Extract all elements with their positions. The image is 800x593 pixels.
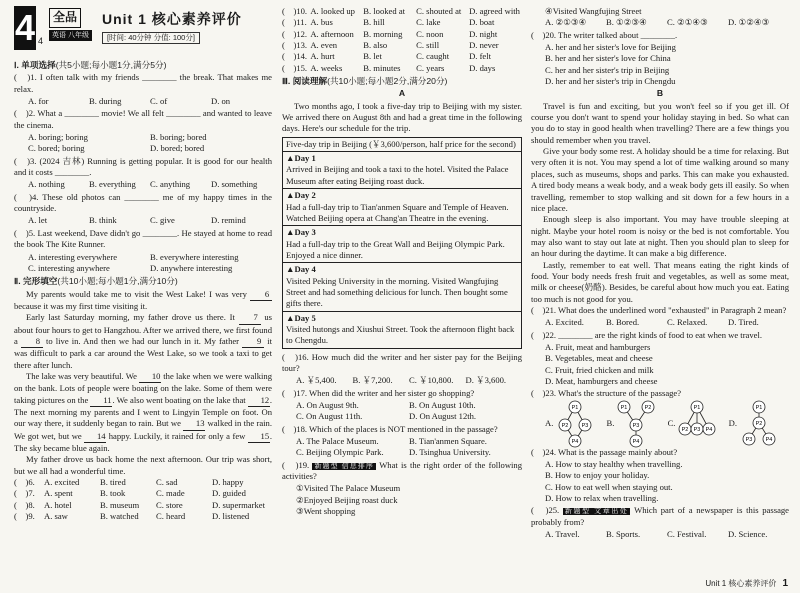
answer-option: D. night	[469, 28, 498, 39]
activity-item: ④Visited Wangfujing Street	[545, 6, 642, 16]
passage-b-paragraph: Enough sleep is also important. You may have trouble sleeping at night. Maybe your hotel room is noisy or the bed is not comfortable. You may also want to stay out late at night. Then you should plan to sleep for an hour during the daytime. It can make a big difference.	[531, 214, 789, 259]
cloze-option-row	[14, 511, 272, 522]
answer-option: A. spent	[44, 488, 73, 499]
passage-a-intro: Two months ago, I took a five-day trip to Beijing with my sister. We arrived there on August 8th and had a great time in the following days. Here's our schedule for the trip.	[282, 100, 522, 134]
answer-option: B. her and her sister's love for China	[545, 53, 671, 64]
itinerary-day	[283, 263, 521, 311]
question-number: ( )11.	[282, 17, 307, 28]
section2-heading: Ⅱ. 完形填空(共10小题;每小题1分,满分10分)	[14, 276, 178, 287]
diagram-node-label: P3	[581, 422, 589, 429]
answer-option: B. watched	[100, 511, 139, 522]
answer-option: B. let	[363, 51, 382, 62]
answer-option: A. afternoon	[310, 28, 354, 39]
answer-option: A. ②①③④	[545, 17, 587, 28]
diagram-node-label: P4	[633, 438, 640, 445]
answer-option: D. Tsinghua University.	[409, 447, 491, 458]
structure-option	[668, 399, 722, 449]
diagram-node-label: P1	[755, 404, 763, 411]
day-title: ▲Day 3	[286, 227, 316, 238]
day-title: ▲Day 4	[286, 264, 316, 275]
question-number: ( )8.	[14, 499, 35, 510]
passage-b	[531, 101, 789, 305]
diagram-node-label: P2	[682, 426, 689, 433]
new-type-tag: 新题型 信息排序	[314, 462, 374, 470]
diagram-node-label: P3	[633, 422, 640, 429]
answer-option: D. ①②④③	[728, 17, 770, 28]
option-label: A.	[545, 418, 554, 429]
question-20: ( )20. The writer talked about ________.	[531, 29, 678, 40]
diagram-node-label: P2	[645, 404, 652, 411]
cloze-paragraph: My father drove us back home the next afternoon. Our trip was short, but we all had a wonderful time.	[14, 454, 272, 476]
activity-item: ①Visited The Palace Museum	[296, 483, 401, 494]
answer-option: C. bored; boring	[28, 143, 85, 154]
answer-option: B. tired	[100, 477, 126, 488]
answer-option: A. nothing	[28, 179, 65, 190]
answer-option: A. ￥5,400.	[296, 375, 337, 386]
answer-option: C. shouted at	[416, 6, 462, 16]
answer-option: C. noon	[416, 28, 444, 39]
answer-option: C. How to eat well when staying out.	[545, 481, 673, 492]
structure-diagram	[675, 399, 721, 449]
q24-options	[531, 459, 789, 504]
question-number: ( )7.	[14, 488, 35, 499]
answer-option: B. Sports.	[606, 529, 641, 540]
question-number: ( )13.	[282, 40, 308, 51]
diagram-node-label: P1	[571, 404, 579, 411]
column-middle	[282, 6, 522, 589]
options-17	[282, 400, 522, 423]
options-1	[14, 96, 272, 107]
cloze-option-row	[14, 488, 272, 499]
question-3: ( )3. (2024 吉林) Running is getting popular. It is good for our health and it costs ________.	[14, 155, 272, 178]
answer-option: B. Tian'anmen Square.	[409, 436, 487, 447]
question-24: ( )24. What is the passage mainly about?	[531, 446, 678, 457]
q21-options	[531, 317, 789, 328]
structure-option	[607, 399, 661, 449]
answer-option: A. even	[310, 40, 338, 51]
answer-option: B. looked at	[363, 6, 406, 16]
options-4	[14, 215, 272, 226]
answer-option: C. caught	[416, 51, 450, 62]
answer-option: D. ￥3,600.	[465, 375, 507, 386]
answer-option: D. Meat, hamburgers and cheese	[545, 376, 658, 386]
question-1: ( )1. I often talk with my friends ________ the break. That makes me relax.	[14, 72, 272, 94]
cloze-option-row	[282, 40, 522, 51]
structure-diagram	[553, 399, 599, 449]
question-22: ( )22. ________ are the right kinds of food to eat when we travel.	[531, 329, 763, 340]
answer-option: B. everywhere interesting	[150, 251, 239, 262]
itinerary-box	[282, 137, 522, 349]
structure-option	[545, 399, 599, 449]
question-number: ( )6.	[14, 477, 35, 488]
new-type-tag: 新题型 文章出处	[564, 508, 629, 516]
passage-b-paragraph: Lastly, remember to eat well. That means eating the right kinds of food. Your body needs fresh fruit and vegetables, as well as some meat, milk or cheese(奶酪). Besides, be careful about how much you eat. Eating too much is not good for you.	[531, 259, 789, 304]
cloze-blank: 15	[248, 431, 270, 443]
structure-diagram	[737, 399, 783, 449]
answer-option: A. let	[28, 215, 48, 226]
answer-option: C. Fruit, fried chicken and milk	[545, 364, 654, 375]
answer-option: A. weeks	[310, 62, 343, 73]
question-number: ( )9.	[14, 511, 35, 522]
answer-option: B. Bored.	[606, 317, 640, 328]
answer-option: D. How to relax when travelling.	[545, 493, 659, 504]
answer-option: A. for	[28, 96, 49, 107]
passage-b-label: B	[656, 88, 664, 99]
cloze-option-row	[14, 500, 272, 511]
answer-option: D. supermarket	[212, 499, 265, 510]
answer-option: A. boring; boring	[28, 132, 88, 143]
answer-option: C. ￥10,800.	[409, 375, 454, 386]
section1-heading: Ⅰ. 单项选择(共5小题;每小题1分,满分5分)	[14, 60, 167, 70]
answer-option: A. hotel	[44, 499, 72, 510]
small-number: 4	[38, 36, 44, 46]
cloze-blank: 9	[242, 336, 264, 348]
answer-option: A. How to stay healthy when travelling.	[545, 459, 683, 470]
answer-option: A. her and her sister's love for Beijing	[545, 42, 676, 53]
brand-block	[49, 8, 92, 41]
q19-activity-last	[531, 6, 789, 17]
day-text: Visited hutongs and Xiushui Street. Took the afternoon flight back to Chengdu.	[286, 323, 515, 346]
answer-option: B. think	[89, 215, 117, 226]
diagram-node-label: P1	[621, 404, 628, 411]
question-number: ( )15.	[282, 62, 308, 73]
answer-option: D. days	[469, 62, 496, 73]
passage-a-questions	[282, 352, 522, 459]
cloze-option-row	[14, 477, 272, 488]
diagram-node-label: P3	[694, 426, 701, 433]
answer-option: B. during	[89, 96, 122, 107]
itinerary-day	[283, 226, 521, 263]
cloze-blank: 13	[183, 418, 205, 430]
q19-options	[531, 17, 789, 28]
answer-option: C. Festival.	[667, 529, 707, 540]
question-number: ( )12.	[282, 28, 308, 39]
day-text: Had a full-day trip to Tian'anmen Square and Temple of Heaven. Watched Beijing opera at Chang'an Theatre in the evening.	[286, 201, 509, 223]
answer-option: B. Vegetables, meat and cheese	[545, 353, 653, 364]
diagram-node-label: P4	[706, 426, 713, 433]
q25-options	[531, 529, 789, 540]
question-5: ( )5. Last weekend, Dave didn't go ________. He stayed at home to read the book The Kite Runner.	[14, 227, 272, 250]
itinerary-day	[283, 312, 521, 348]
activity-item: ②Enjoyed Beijing roast duck	[296, 494, 398, 505]
cloze-options-right	[282, 6, 522, 74]
answer-option: D. felt	[469, 51, 492, 62]
day-text: Arrived in Beijing and took a taxi to the hotel. Visited the Palace Museum after eating Beijing roast duck.	[286, 164, 509, 186]
cloze-option-row	[282, 63, 522, 74]
cloze-blank: 11	[90, 395, 112, 407]
cloze-blank: 14	[84, 431, 106, 443]
passage-a-label: A	[398, 88, 406, 99]
column-right	[531, 6, 789, 589]
structure-diagrams	[531, 401, 789, 447]
cloze-paragraph: My parents would take me to visit the West Lake! I was very 6 because it was my first time visiting it.	[14, 289, 272, 313]
structure-option	[729, 399, 783, 449]
cloze-passage	[14, 289, 272, 478]
answer-option: B. How to enjoy your holiday.	[545, 470, 650, 481]
options-18	[282, 436, 522, 459]
question-23: ( )23. What's the structure of the passage?	[531, 388, 682, 399]
cloze-blank: 7	[239, 312, 261, 324]
diagram-node-label: P1	[694, 404, 701, 411]
answer-option: D. on	[211, 96, 231, 107]
answer-option: D. happy	[212, 477, 244, 488]
title-block	[102, 10, 242, 44]
answer-option: C. made	[156, 488, 185, 499]
answer-option: D. never	[469, 40, 499, 51]
question-21: ( )21. What does the underlined word "exhausted" in Paragraph 2 mean?	[531, 304, 787, 315]
answer-option: D. agreed with	[469, 6, 520, 16]
question-17: ( )17. When did the writer and her sister go shopping?	[282, 387, 475, 398]
diagram-node-label: P2	[755, 420, 763, 427]
edition-label: 英语 八年级	[49, 30, 92, 41]
day-title: ▲Day 2	[286, 190, 316, 201]
page-header	[14, 6, 272, 58]
answer-option: A. The Palace Museum.	[296, 436, 379, 447]
answer-option: C. ②①④③	[667, 17, 708, 28]
question-4: ( )4. These old photos can ________ me of my happy times in the countryside.	[14, 191, 272, 214]
answer-option: C. On August 11th.	[296, 411, 363, 422]
cloze-blank: 6	[250, 289, 272, 301]
question-number: ( )10.	[282, 6, 308, 16]
answer-option: D. On August 12th.	[409, 411, 477, 422]
exam-meta: [时间: 40分钟 分值: 100分]	[102, 32, 200, 44]
answer-option: B. also	[363, 40, 388, 51]
answer-option: A. Fruit, meat and hamburgers	[545, 341, 651, 352]
answer-option: A. bus	[310, 17, 333, 28]
day-title: ▲Day 1	[286, 153, 316, 164]
option-label: C.	[667, 418, 676, 429]
cloze-option-row	[282, 17, 522, 28]
diagram-node-label: P4	[571, 438, 579, 445]
page-number: 1	[782, 577, 788, 589]
answer-option: A. Excited.	[545, 317, 584, 328]
answer-option: C. sad	[156, 477, 178, 488]
q19-activity-list	[282, 483, 522, 517]
q20-options	[531, 42, 789, 87]
diagram-node-label: P3	[745, 436, 753, 443]
answer-option: D. anywhere interesting	[150, 262, 233, 273]
options-16	[282, 375, 522, 386]
day-title: ▲Day 5	[286, 312, 316, 323]
answer-option: B. morning	[363, 28, 403, 39]
answer-option: A. looked up	[310, 6, 355, 16]
unit-number-badge: 4	[14, 7, 36, 48]
itinerary-day	[283, 152, 521, 189]
cloze-paragraph: Early last Saturday morning, my father drove us there. It 7 us about four hours to get to Hangzhou. After we arrived there, we first found a 8 to live in. And then we had our lunch in it. My father 9 it was difficult to park a car around the West Lake, so we took a taxi to get there after lunch.	[14, 312, 272, 370]
answer-option: C. lake	[416, 17, 441, 28]
day-text: Had a full-day trip to the Great Wall and Beijing Olympic Park. Enjoyed a nice dinner.	[286, 238, 505, 260]
answer-option: D. bored; bored	[150, 143, 205, 154]
passage-b-paragraph: Give your body some rest. A holiday should be a time for relaxing. But very often it is not. You may spend a lot of time walking around so many places, such as museums, shops and parks. This can make you exhausted. A tired body means a weak body, and a weak body gets ill easily. So when travelling, remember to stop walking and sit down for a few hours in a nice place.	[531, 146, 789, 213]
question-25: ( )25. 新题型 文章出处 Which part of a newspaper is this passage probably from?	[531, 505, 789, 527]
page-footer: Unit 1 核心素养评价 1	[705, 577, 788, 589]
answer-option: B. ￥7,200.	[352, 375, 393, 386]
answer-option: D. guided	[212, 488, 246, 499]
cloze-blank: 10	[139, 371, 161, 383]
cloze-option-row	[282, 51, 522, 62]
structure-diagram	[614, 399, 660, 449]
answer-option: D. her and her sister's trip in Chengdu	[545, 76, 676, 87]
cloze-blank: 8	[21, 336, 43, 348]
answer-option: D. listened	[212, 511, 250, 522]
answer-option: B. hill	[363, 17, 385, 28]
answer-option: C. Relaxed.	[667, 317, 708, 328]
q22-options	[531, 342, 789, 387]
cloze-blank: 12	[248, 395, 270, 407]
cloze-option-row	[282, 29, 522, 40]
question-18: ( )18. Which of the places is NOT mentioned in the passage?	[282, 423, 498, 434]
answer-option: C. Beijing Olympic Park.	[296, 447, 384, 458]
question-16: ( )16. How much did the writer and her sister pay for the Beijing tour?	[282, 351, 522, 373]
answer-option: B. On August 10th.	[409, 400, 476, 410]
answer-option: B. took	[100, 488, 126, 499]
answer-option: C. still	[416, 40, 440, 51]
answer-option: A. hurt	[310, 51, 335, 62]
page-title: Unit 1 核心素养评价	[101, 11, 242, 27]
answer-option: C. her and her sister's trip in Beijing	[545, 64, 670, 75]
answer-option: C. give	[150, 215, 175, 226]
answer-option: C. store	[156, 499, 183, 510]
cloze-option-row	[282, 6, 522, 17]
answer-option: D. boat	[469, 17, 495, 28]
cloze-options-left	[14, 477, 272, 522]
options-3	[14, 179, 272, 190]
question-19: ( )19. 新题型 信息排序 What is the right order of the following activities?	[282, 459, 522, 482]
answer-option: A. excited	[44, 477, 80, 488]
brand-logo: 全品	[49, 8, 81, 28]
answer-option: B. museum	[100, 499, 140, 510]
answer-option: A. On August 9th.	[296, 400, 359, 410]
options-2	[14, 132, 272, 155]
option-label: D.	[728, 418, 737, 429]
answer-option: C. years	[416, 62, 445, 73]
answer-option: A. Travel.	[545, 529, 580, 540]
answer-option: D. Tired.	[728, 317, 759, 328]
answer-option: B. minutes	[363, 62, 401, 73]
activity-item: ③Went shopping	[296, 506, 356, 517]
answer-option: D. Science.	[728, 529, 768, 540]
options-5	[14, 252, 272, 275]
diagram-node-label: P2	[561, 422, 569, 429]
diagram-node-label: P4	[765, 436, 773, 443]
section3-heading: Ⅲ. 阅读理解(共10小题;每小题2分,满分20分)	[282, 76, 448, 87]
passage-b-paragraph: Travel is fun and exciting, but you won't feel so if you get ill. Of course you don't want to spend your holiday staying in bed. So what can you do to stay in good health when travelling? There are a few things you should remember when you travel.	[531, 100, 789, 145]
answer-option: A. saw	[44, 511, 68, 522]
answer-option: A. interesting everywhere	[28, 251, 118, 262]
day-text: Visited Peking University in the morning. Visited Wangfujing Street and had something delicious for lunch. Then bought some gifts there.	[286, 275, 508, 309]
answer-option: D. remind	[211, 215, 246, 226]
column-left	[14, 6, 272, 589]
answer-option: C. heard	[156, 511, 186, 522]
cloze-paragraph: The lake was very beautiful. We 10 the lake when we were walking on the bank. Lots of people were boating on the lake. Some of them were taking pictures on the 11. We also went boating on the lake that 12. The next morning my parents and I went to Lingyin Temple on foot. On our way there, it suddenly began to rain. But we 13 walked in the rain. We got wet, but we 14 happy. Luckily, it rained for only a few 15. The sky became blue again.	[14, 370, 272, 453]
itinerary-day	[283, 189, 521, 226]
answer-option: B. everything	[89, 179, 136, 190]
answer-option: C. anything	[150, 179, 191, 190]
option-label: B.	[606, 418, 615, 429]
itinerary-title: Five-day trip in Beijing (￥3,600/person, half price for the second)	[283, 138, 521, 152]
answer-option: C. interesting anywhere	[28, 262, 110, 273]
answer-option: C. of	[150, 96, 168, 107]
section1-questions	[14, 72, 272, 274]
answer-option: B. ①②③④	[606, 17, 647, 28]
question-number: ( )14.	[282, 51, 308, 62]
answer-option: D. something	[211, 179, 258, 190]
answer-option: B. boring; bored	[150, 132, 207, 143]
question-2: ( )2. What a ________ movie! We all felt ________ and wanted to leave the cinema.	[14, 108, 272, 130]
